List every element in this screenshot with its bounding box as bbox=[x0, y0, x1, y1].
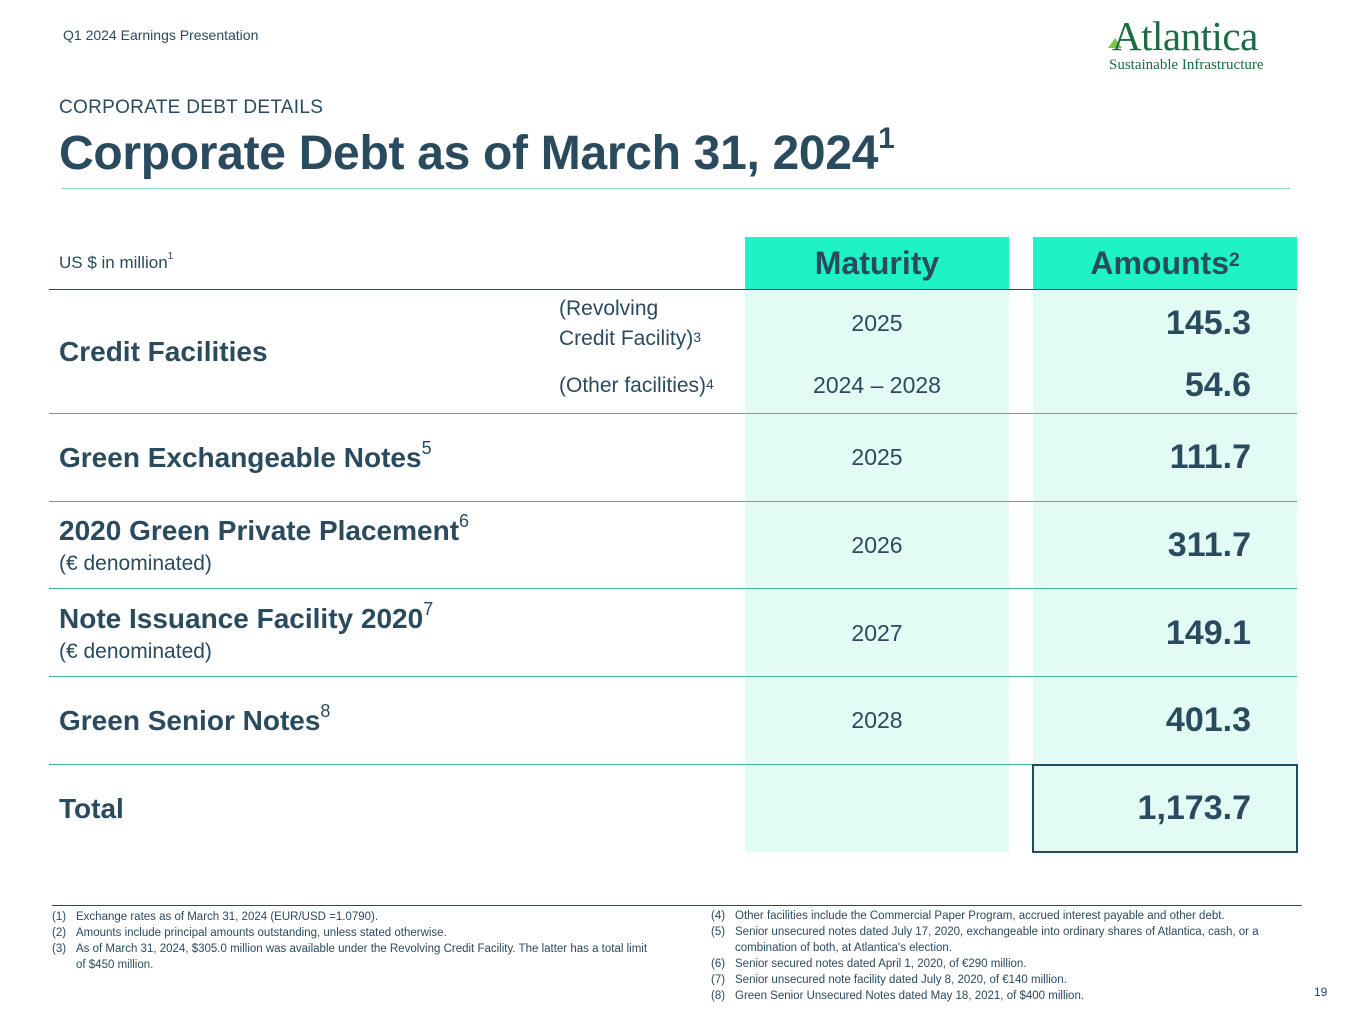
logo-wordmark: Atlantica bbox=[1112, 13, 1258, 59]
debt-row-amount: 111.7 bbox=[1169, 438, 1251, 476]
row-divider bbox=[49, 588, 1297, 589]
debt-row-label bbox=[59, 438, 432, 474]
debt-row-label bbox=[59, 599, 434, 635]
title-divider bbox=[62, 188, 1290, 189]
debt-row-maturity: 2027 bbox=[851, 620, 903, 646]
footnote bbox=[52, 941, 652, 973]
debt-row-maturity: 2026 bbox=[851, 532, 903, 558]
footnote-number: (6) bbox=[711, 958, 726, 970]
other-facilities-text: (Other facilities) bbox=[559, 374, 707, 397]
units-label-text: US $ in million bbox=[59, 253, 168, 272]
debt-row-label-text: 2020 Green Private Placement bbox=[59, 515, 460, 546]
amounts-column-header bbox=[1033, 237, 1297, 289]
row-divider bbox=[49, 413, 1297, 414]
footnote-number: (1) bbox=[52, 911, 67, 923]
footnote bbox=[52, 909, 652, 925]
debt-row-maturity: 2025 bbox=[851, 444, 903, 470]
debt-row-footnote-ref: 6 bbox=[459, 511, 470, 531]
footnote-number: (2) bbox=[52, 927, 67, 939]
footnote-text: Other facilities include the Commercial Paper Program, accrued interest payable and other debt. bbox=[735, 910, 1225, 922]
debt-row-label-text: Note Issuance Facility 2020 bbox=[59, 603, 424, 634]
page-number: 19 bbox=[1314, 985, 1328, 999]
page-title-footnote-ref: 1 bbox=[878, 122, 895, 155]
amounts-footnote-ref: 2 bbox=[1228, 250, 1240, 271]
revolving-credit-facility-label bbox=[559, 294, 701, 354]
page-title-text: Corporate Debt as of March 31, 2024 bbox=[59, 127, 879, 180]
revolving-line-1: (Revolving bbox=[559, 297, 659, 320]
revolving-footnote-ref: 3 bbox=[693, 329, 701, 345]
footnote bbox=[711, 924, 1321, 956]
footnote-text: Exchange rates as of March 31, 2024 (EUR/USD =1.0790). bbox=[76, 911, 379, 923]
credit-facilities-label: Credit Facilities bbox=[59, 336, 268, 367]
amounts-header-text: Amounts bbox=[1090, 244, 1229, 281]
footnote-text: Amounts include principal amounts outstanding, unless stated otherwise. bbox=[76, 927, 447, 939]
footnote-text: As of March 31, 2024, $305.0 million was available under the Revolving Credit Facility. The latter has a total limit of $450 million. bbox=[76, 943, 648, 971]
debt-row-amount: 149.1 bbox=[1165, 614, 1251, 652]
other-facilities-maturity: 2024 – 2028 bbox=[813, 372, 941, 398]
row-divider bbox=[49, 501, 1297, 502]
footnote-text: Senior secured notes dated April 1, 2020, of €290 million. bbox=[735, 958, 1027, 970]
footnote bbox=[711, 972, 1321, 988]
footnote-number: (8) bbox=[711, 990, 726, 1002]
debt-row-footnote-ref: 5 bbox=[421, 438, 432, 458]
footnote bbox=[711, 956, 1321, 972]
footnote-number: (7) bbox=[711, 974, 726, 986]
debt-row-amount: 401.3 bbox=[1165, 701, 1251, 739]
footnotes-left bbox=[52, 909, 652, 973]
section-label: CORPORATE DEBT DETAILS bbox=[59, 97, 324, 118]
revolving-amount: 145.3 bbox=[1165, 304, 1251, 342]
other-facilities-amount: 54.6 bbox=[1184, 366, 1251, 404]
debt-row-sublabel: (€ denominated) bbox=[59, 640, 212, 663]
debt-row-footnote-ref: 8 bbox=[320, 701, 331, 721]
page-title bbox=[59, 122, 895, 181]
footnote-text: Senior unsecured note facility dated July 8, 2020, of €140 million. bbox=[735, 974, 1067, 986]
revolving-line-2 bbox=[559, 324, 701, 354]
footnote-text: Senior unsecured notes dated July 17, 2020, exchangeable into ordinary shares of Atlantica, cash, or a combination of both, at Atlantica's election. bbox=[735, 926, 1259, 954]
debt-row-sublabel: (€ denominated) bbox=[59, 552, 212, 575]
row-divider bbox=[49, 676, 1297, 677]
atlantica-logo bbox=[1108, 10, 1298, 76]
footnote bbox=[711, 908, 1321, 924]
footnote-text: Green Senior Unsecured Notes dated May 18, 2021, of $400 million. bbox=[735, 990, 1085, 1002]
logo-tagline: Sustainable Infrastructure bbox=[1109, 57, 1264, 73]
debt-row-maturity: 2028 bbox=[851, 707, 903, 733]
total-label: Total bbox=[59, 793, 124, 824]
footnotes-divider bbox=[52, 905, 1302, 906]
presentation-label: Q1 2024 Earnings Presentation bbox=[63, 27, 259, 43]
debt-row-label bbox=[59, 511, 470, 547]
table-header-divider bbox=[49, 289, 1297, 290]
revolving-maturity: 2025 bbox=[851, 310, 903, 336]
other-facilities-label bbox=[559, 371, 714, 401]
debt-row-label-text: Green Exchangeable Notes bbox=[59, 442, 422, 473]
footnote-number: (4) bbox=[711, 910, 726, 922]
revolving-line-2-text: Credit Facility) bbox=[559, 327, 694, 350]
total-amount: 1,173.7 bbox=[1137, 789, 1251, 827]
debt-row-label bbox=[59, 701, 331, 737]
maturity-column-header: Maturity bbox=[745, 237, 1009, 289]
footnote bbox=[711, 988, 1321, 1004]
debt-row-label-text: Green Senior Notes bbox=[59, 705, 321, 736]
other-facilities-footnote-ref: 4 bbox=[706, 376, 714, 392]
footnote bbox=[52, 925, 652, 941]
footnote-number: (5) bbox=[711, 926, 726, 938]
debt-row-amount: 311.7 bbox=[1167, 526, 1251, 564]
debt-row-footnote-ref: 7 bbox=[423, 599, 434, 619]
units-footnote-ref: 1 bbox=[167, 251, 174, 262]
units-label bbox=[59, 253, 173, 273]
footnotes-right bbox=[711, 908, 1321, 1004]
footnote-number: (3) bbox=[52, 943, 67, 955]
